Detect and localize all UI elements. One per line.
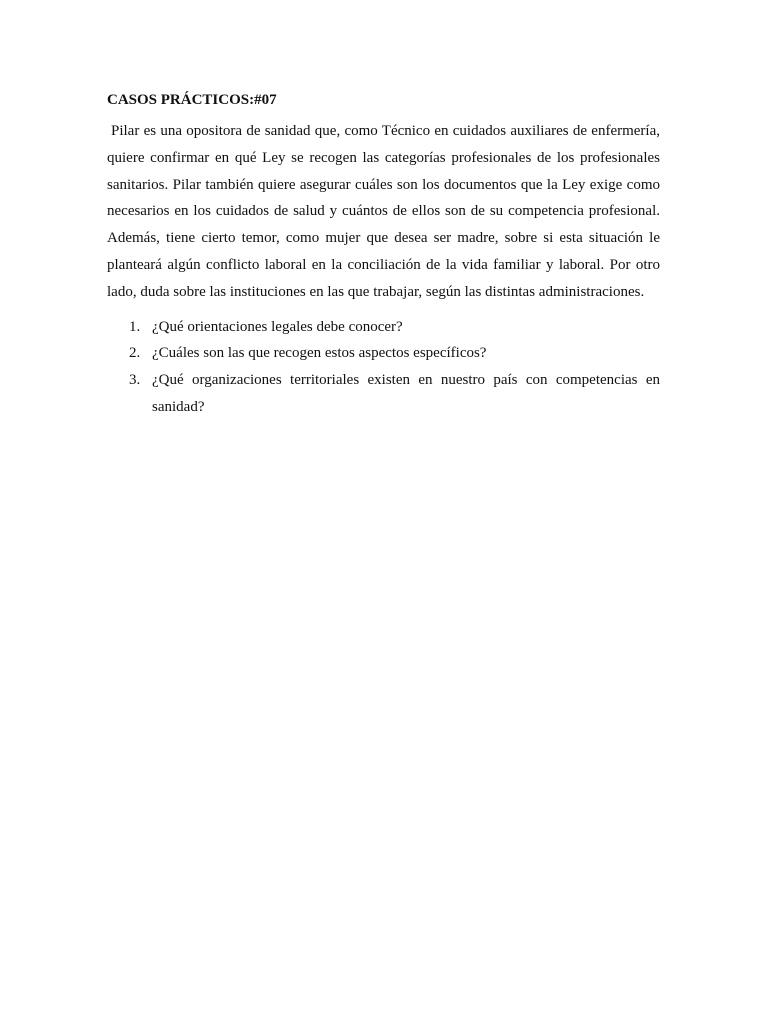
document-title: CASOS PRÁCTICOS:#07 [107,92,277,108]
case-paragraph: Pilar es una opositora de sanidad que, como Técnico en cuidados auxiliares de enfermería, quiere confirmar en qué Ley se recogen las categorías profesionales de los profesionales sanitarios. Pilar también quiere asegurar cuáles son los documentos que la Ley exige como necesarios en los cuidados de salud y cuántos de ellos son de su competencia profesional. Además, tiene cierto temor, como mujer que desea ser madre, sobre si esta situación le planteará algún conflicto laboral en la conciliación de la vida familiar y laboral. Por otro lado, duda sobre las instituciones en las que trabajar, según las distintas administraciones. [107,123,660,300]
document-page [107,90,660,421]
questions-list [107,314,660,421]
question-text: ¿Qué orientaciones legales debe conocer? [152,318,403,335]
list-item [107,314,660,341]
list-item [107,367,660,421]
question-text: ¿Cuáles son las que recogen estos aspectos específicos? [152,345,487,362]
question-text: ¿Qué organizaciones territoriales existen en nuestro país con competencias en sanidad? [152,372,660,415]
question-number: 2. [129,345,141,362]
question-number: 1. [129,318,141,335]
question-number: 3. [129,372,141,389]
list-item [107,340,660,367]
